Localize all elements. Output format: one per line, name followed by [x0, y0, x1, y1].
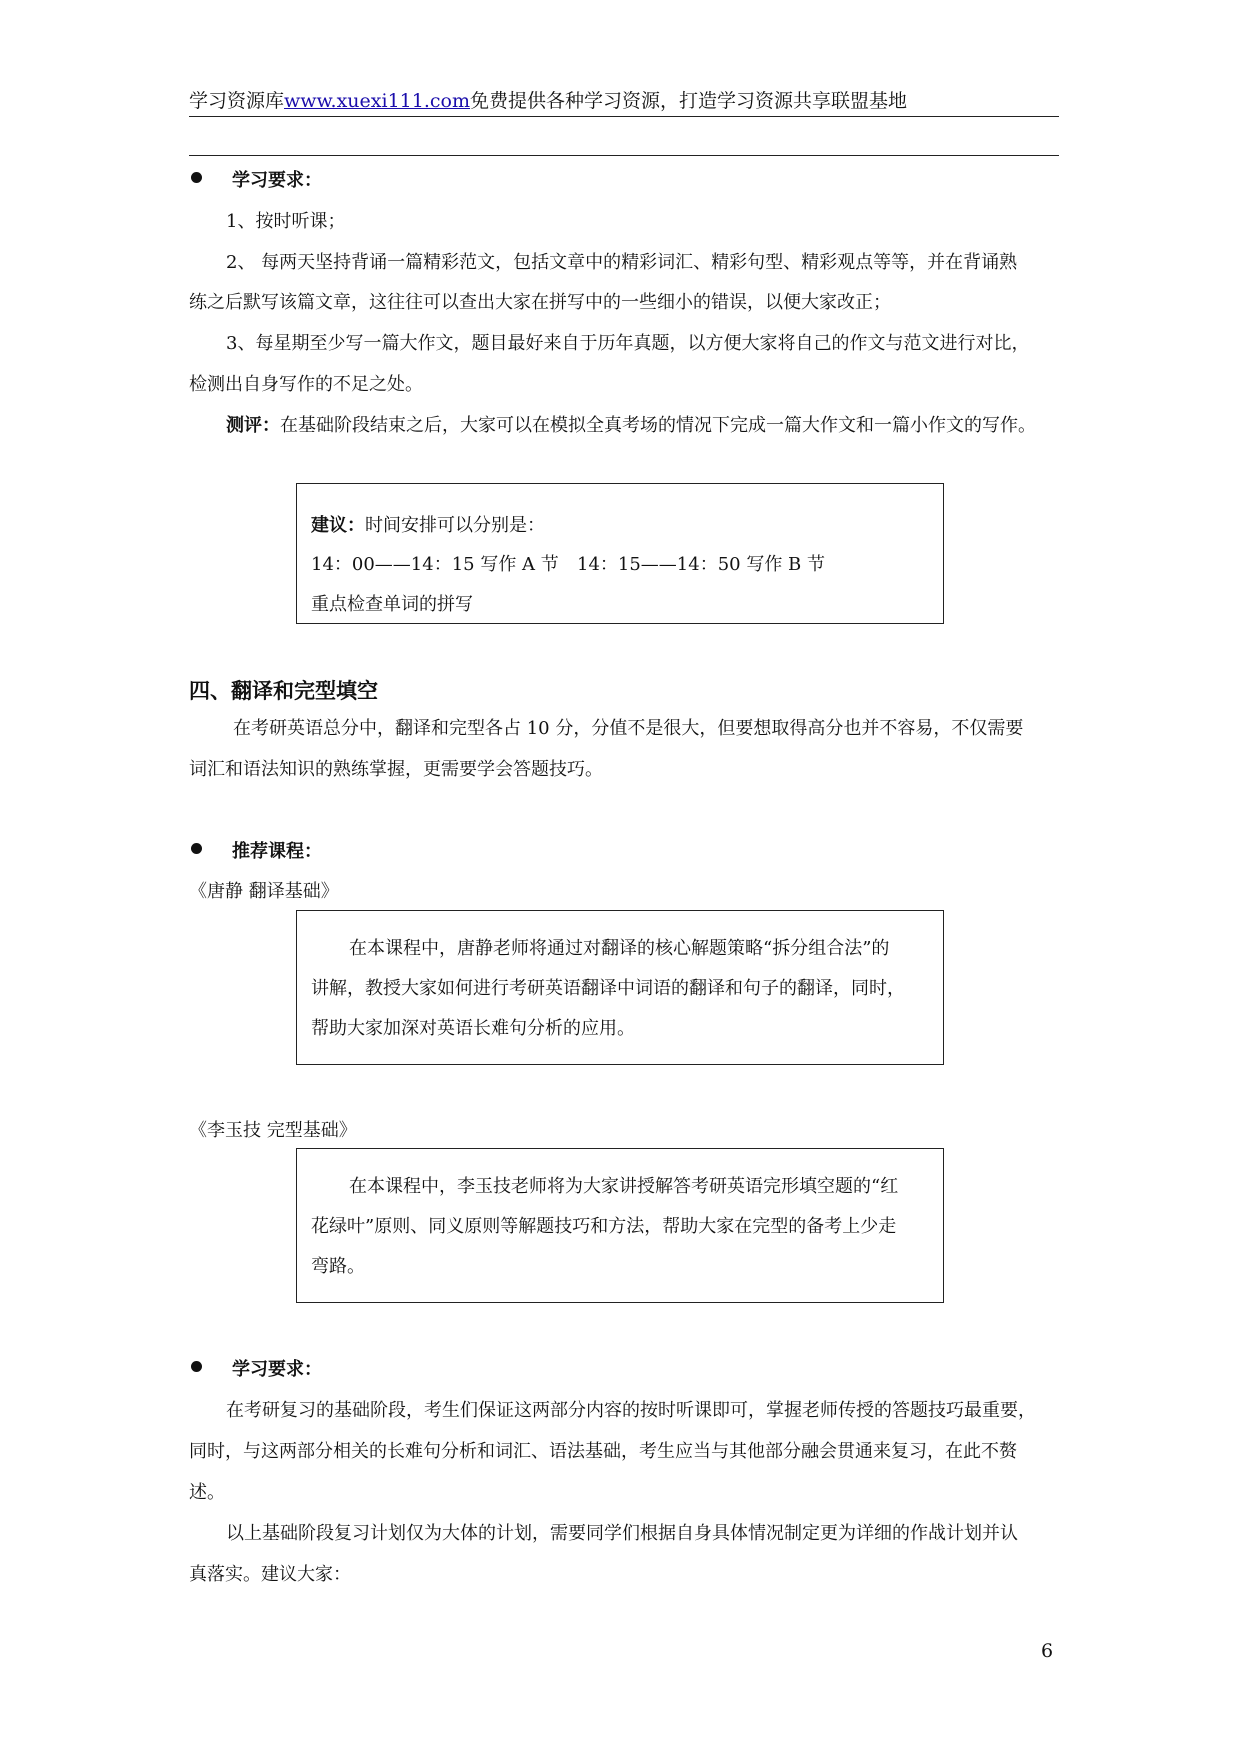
section-intro-line2: 词汇和语法知识的熟练掌握，更需要学会答题技巧。 — [189, 759, 603, 780]
course1-name: 《唐静 翻译基础》 — [189, 881, 339, 902]
header-prefix: 学习资源库 — [189, 90, 285, 112]
test-text: 在基础阶段结束之后，大家可以在模拟全真考场的情况下完成一篇大作文和一篇小作文的写作。 — [280, 415, 1036, 436]
course2-name: 《李玉技 完型基础》 — [189, 1120, 357, 1141]
recommend-title: 推荐课程： — [232, 841, 322, 862]
course1-line2: 讲解，教授大家如何进行考研英语翻译中词语的翻译和句子的翻译，同时， — [311, 978, 905, 999]
req1-test — [226, 411, 1059, 437]
course1-line1: 在本课程中，唐静老师将通过对翻译的核心解题策略“拆分组合法”的 — [349, 938, 890, 959]
course2-line2: 花绿叶”原则、同义原则等解题技巧和方法，帮助大家在完型的备考上少走 — [311, 1216, 897, 1237]
page-number: 6 — [1041, 1640, 1054, 1662]
req2-title: 学习要求： — [232, 1359, 322, 1380]
req2-p1-line2: 同时，与这两部分相关的长难句分析和词汇、语法基础，考生应当与其他部分融会贯通来复习，在此不赘 — [189, 1441, 1017, 1462]
req2-p1-line1: 在考研复习的基础阶段，考生们保证这两部分内容的按时听课即可，掌握老师传授的答题技巧最重要， — [226, 1400, 1036, 1421]
bullet-icon — [191, 843, 202, 854]
schedule-a: 14：00——14：15 写作 A 节 — [311, 554, 559, 575]
suggestion-line3: 重点检查单词的拼写 — [311, 594, 473, 615]
req1-item2-line1: 2、 每两天坚持背诵一篇精彩范文，包括文章中的精彩词汇、精彩句型、精彩观点等等，并在背诵熟 — [226, 252, 1018, 273]
course2-line3: 弯路。 — [311, 1256, 365, 1277]
suggestion-text: 时间安排可以分别是： — [365, 515, 545, 536]
course1-line3: 帮助大家加深对英语长难句分析的应用。 — [311, 1018, 635, 1039]
req1-item1: 1、按时听课； — [226, 211, 346, 232]
req1-title: 学习要求： — [232, 170, 322, 191]
header-suffix: 免费提供各种学习资源，打造学习资源共享联盟基地 — [469, 90, 907, 112]
bullet-icon — [191, 1361, 202, 1372]
header-rule — [189, 116, 1059, 117]
course2-box — [296, 1148, 944, 1303]
req2-p2-line2: 真落实。建议大家： — [189, 1564, 351, 1585]
req1-item3-line1: 3、每星期至少写一篇大作文，题目最好来自于历年真题，以方便大家将自己的作文与范文进行对比， — [226, 333, 1030, 354]
req2-p1-line3: 述。 — [189, 1482, 225, 1503]
req1-item3-line2: 检测出自身写作的不足之处。 — [189, 374, 423, 395]
test-label: 测评： — [226, 415, 280, 436]
req2-p2-line1: 以上基础阶段复习计划仅为大体的计划，需要同学们根据自身具体情况制定更为详细的作战计划并认 — [226, 1523, 1018, 1544]
header-link[interactable]: www.xuexi111.com — [284, 90, 470, 112]
suggestion-label: 建议： — [311, 515, 365, 536]
schedule-b: 14：15——14：50 写作 B 节 — [577, 554, 826, 575]
section-rule — [189, 155, 1059, 156]
page-header — [189, 86, 907, 113]
section-title: 四、翻译和完型填空 — [189, 678, 378, 703]
req1-item2-line2: 练之后默写该篇文章，这往往可以查出大家在拼写中的一些细小的错误，以便大家改正； — [189, 292, 891, 313]
suggestion-box — [296, 483, 944, 624]
bullet-icon — [191, 172, 202, 183]
course2-line1: 在本课程中，李玉技老师将为大家讲授解答考研英语完形填空题的“红 — [349, 1176, 899, 1197]
course1-box — [296, 910, 944, 1065]
suggestion-line1 — [311, 511, 545, 537]
section-intro-line1: 在考研英语总分中，翻译和完型各占 10 分，分值不是很大，但要想取得高分也并不容易，不仅需要 — [233, 718, 1024, 739]
